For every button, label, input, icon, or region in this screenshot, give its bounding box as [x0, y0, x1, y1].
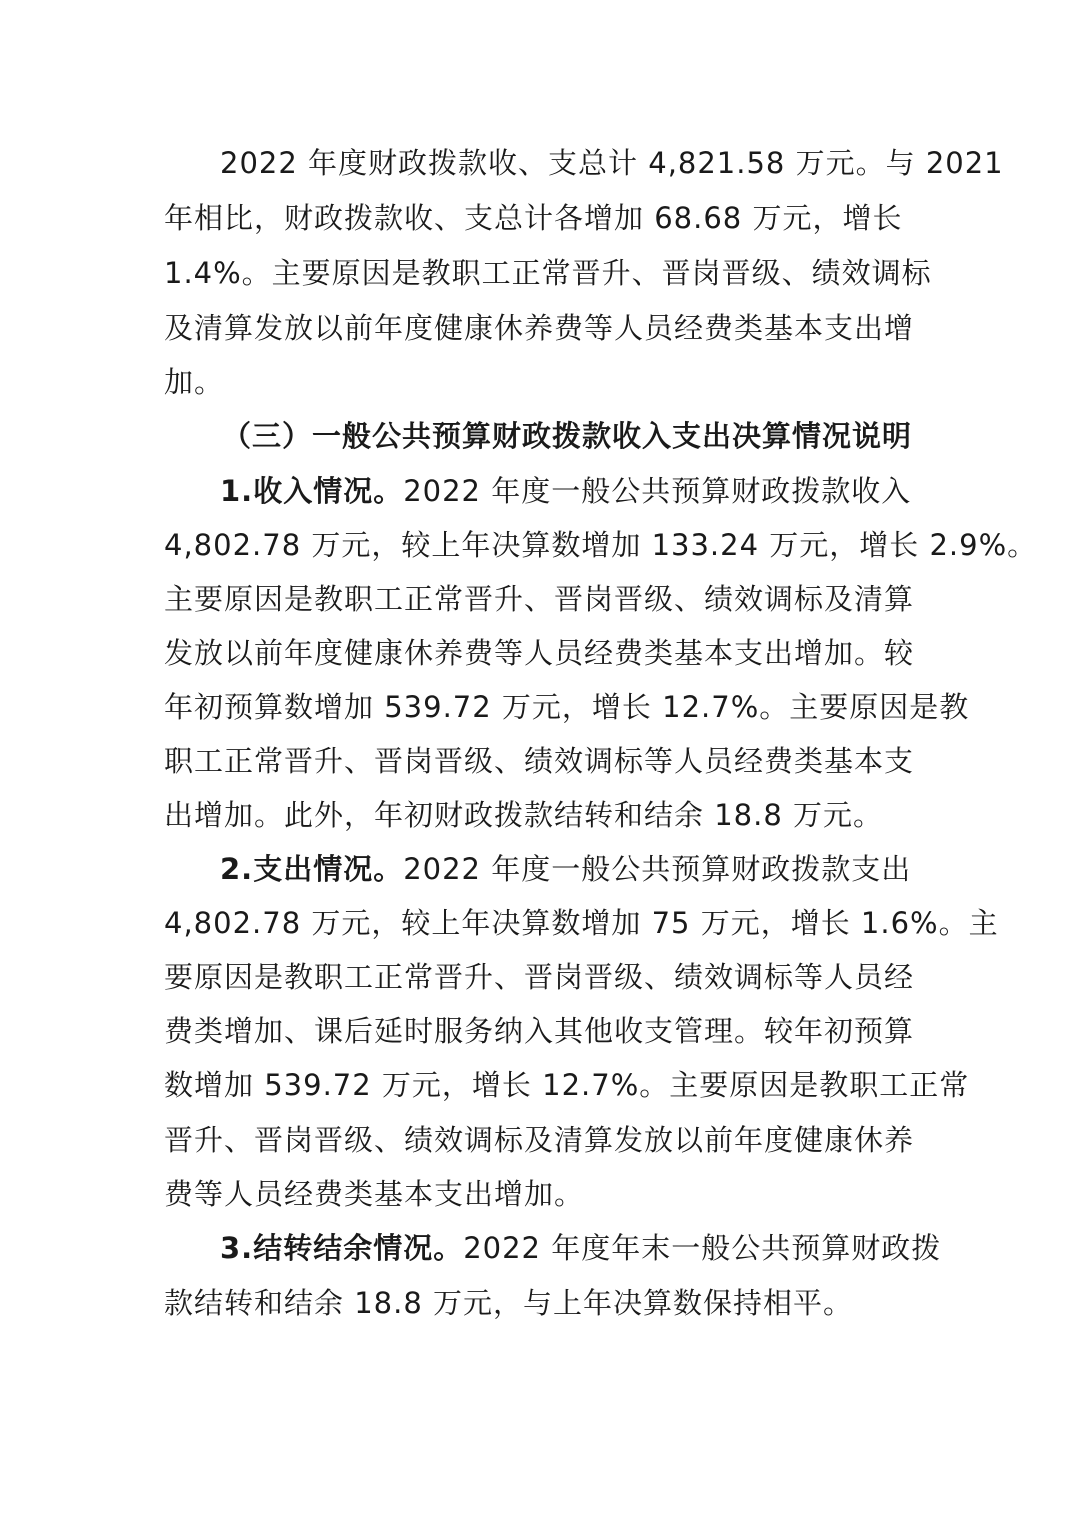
- paragraph-line: 职工正常晋升、晋岗晋级、绩效调标等人员经费类基本支: [164, 744, 915, 778]
- paragraph-line: 4,802.78 万元，较上年决算数增加 75 万元，增长 1.6%。主: [164, 906, 999, 940]
- income-first-line: [220, 471, 911, 511]
- paragraph-line: 数增加 539.72 万元，增长 12.7%。主要原因是教职工正常: [164, 1068, 970, 1102]
- section-heading: （三）一般公共预算财政拨款收入支出决算情况说明: [222, 419, 913, 453]
- paragraph-line: 年相比，财政拨款收、支总计各增加 68.68 万元，增长: [164, 201, 903, 235]
- paragraph-line: 主要原因是教职工正常晋升、晋岗晋级、绩效调标及清算: [164, 582, 915, 616]
- paragraph-line: 4,802.78 万元，较上年决算数增加 133.24 万元，增长 2.9%。: [164, 528, 1038, 562]
- paragraph-line: 2022 年度财政拨款收、支总计 4,821.58 万元。与 2021: [220, 146, 1004, 180]
- paragraph-line: 年初预算数增加 539.72 万元，增长 12.7%。主要原因是教: [164, 690, 970, 724]
- expenditure-lead: 2.支出情况。: [220, 852, 404, 886]
- paragraph-line: 出增加。此外，年初财政拨款结转和结余 18.8 万元。: [164, 798, 884, 832]
- carryover-lead: 3.结转结余情况。: [220, 1231, 464, 1265]
- paragraph-line: 及清算发放以前年度健康休养费等人员经费类基本支出增: [164, 311, 915, 345]
- paragraph-line: 款结转和结余 18.8 万元，与上年决算数保持相平。: [164, 1286, 854, 1320]
- paragraph-line: 1.4%。主要原因是教职工正常晋升、晋岗晋级、绩效调标: [164, 256, 932, 290]
- expenditure-first-line: [220, 849, 911, 889]
- expenditure-first-line-text: 2022 年度一般公共预算财政拨款支出: [403, 852, 912, 886]
- carryover-first-line: [220, 1228, 941, 1268]
- income-lead: 1.收入情况。: [220, 474, 404, 508]
- income-first-line-text: 2022 年度一般公共预算财政拨款收入: [403, 474, 912, 508]
- paragraph-line: 晋升、晋岗晋级、绩效调标及清算发放以前年度健康休养: [164, 1123, 915, 1157]
- carryover-first-line-text: 2022 年度年末一般公共预算财政拨: [463, 1231, 942, 1265]
- paragraph-line: 费等人员经费类基本支出增加。: [164, 1177, 585, 1211]
- paragraph-line: 发放以前年度健康休养费等人员经费类基本支出增加。较: [164, 636, 915, 670]
- paragraph-line: 要原因是教职工正常晋升、晋岗晋级、绩效调标等人员经: [164, 960, 915, 994]
- paragraph-line: 加。: [164, 365, 225, 399]
- paragraph-line: 费类增加、课后延时服务纳入其他收支管理。较年初预算: [164, 1014, 915, 1048]
